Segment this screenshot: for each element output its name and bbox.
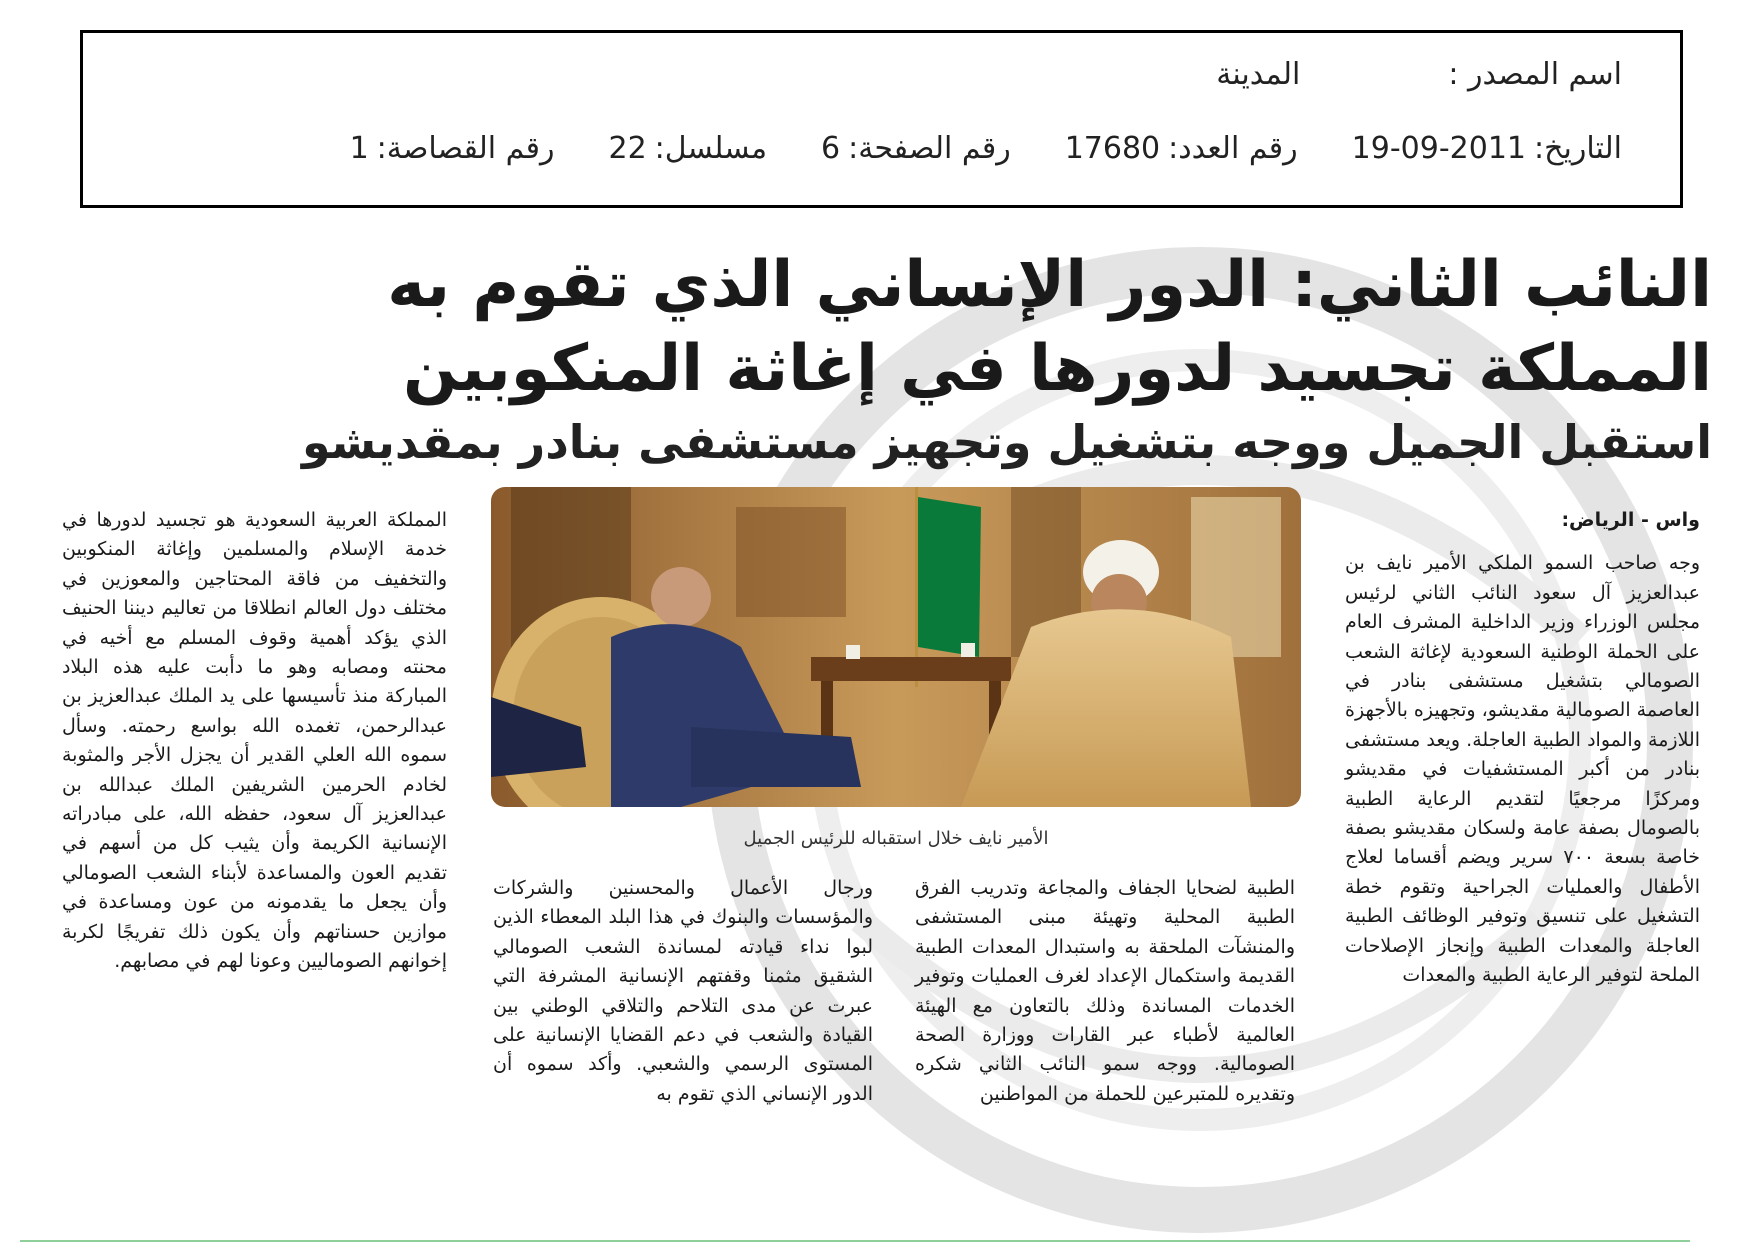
article-column-2 [915, 874, 1295, 1109]
article-column-4-text: المملكة العربية السعودية هو تجسيد لدورها في خدمة الإسلام والمسلمين وإغاثة المنكوبين والتخفيف من فاقة المحتاجين والمعوزين في مختلف دول العالم انطلاقا من تعاليم ديننا الحنيف الذي يؤكد أهمية وقوف المسلم مع أخيه في محنته ومصابه وهو ما دأبت عليه هذه البلاد المباركة منذ تأسيسها على يد الملك عبدالعزيز بن عبدالرحمن، تغمده الله بواسع رحمته. وسأل سموه الله العلي القدير أن يجزل الأجر والمثوبة لخادم الحرمين الشريفين الملك عبدالله بن عبدالعزيز آل سعود، حفظه الله، على مبادراته الإنسانية الكريمة وأن يثيب كل من أسهم في تقديم العون والمساعدة لأبناء الشعب الصومالي وأن يجعل ما يقدمونه من عون ومساعدة في موازين حسناتهم وأن يكون ذلك تفريجًا لكربة إخوانهم الصوماليين وعونا لهم في مصابهم. [62, 509, 447, 973]
bottom-divider [20, 1240, 1690, 1242]
details-row [350, 131, 1622, 166]
source-row [1216, 57, 1622, 92]
source-value: المدينة [1216, 57, 1301, 92]
article-column-1-text: وجه صاحب السمو الملكي الأمير نايف بن عبدالعزيز آل سعود النائب الثاني لرئيس مجلس الوزراء وزير الداخلية المشرف العام على الحملة الوطنية السعودية لإغاثة الشعب الصومالي بتشغيل مستشفى بنادر في العاصمة الصومالية مقديشو، وتجهيزه بالأجهزة اللازمة والمواد الطبية العاجلة. ويعد مستشفى بنادر من أكبر المستشفيات في مقديشو ومركزًا مرجعيًا لتقديم الرعاية الطبية بالصومال بصفة عامة ولسكان مقديشو بصفة خاصة بسعة ٧٠٠ سرير ويضم أقساما لعلاج الأطفال والعمليات الجراحية وتقوم خطة التشغيل على تنسيق وتوفير الوظائف الطبية العاجلة والمعدات الطبية وإنجاز الإصلاحات الملحة لتوفير الرعاية الطبية والمعدات [1345, 552, 1700, 987]
source-label: اسم المصدر : [1448, 57, 1622, 92]
source-field [1440, 57, 1622, 92]
article-column-3-text: ورجال الأعمال والمحسنين والشركات والمؤسسات والبنوك في هذا البلد المعطاء الذين لبوا نداء قيادته لمساندة الشعب الصومالي الشقيق مثمنا وقفتهم الإنسانية المشرفة التي عبرت عن مدى التلاحم والتلاقي الوطني بين القيادة والشعب في دعم القضايا الإنسانية على المستوى الرسمي والشعبي. وأكد سموه أن الدور الإنساني الذي تقوم به [493, 877, 873, 1105]
issue-value: 17680 [1064, 131, 1161, 166]
article-column-4 [62, 506, 447, 977]
article-column-1 [1345, 506, 1700, 991]
photo-caption: الأمير نايف خلال استقباله للرئيس الجميل [743, 828, 1049, 849]
headline-line-2: المملكة تجسيد لدورها في إغاثة المنكوبين [402, 332, 1712, 406]
clipping-label: رقم القصاصة: [376, 131, 555, 166]
issue-label: رقم العدد: [1168, 131, 1298, 166]
serial-value: 22 [608, 131, 647, 166]
clipping-field [350, 131, 555, 166]
article-dateline: واس - الرياض: [1561, 509, 1700, 531]
page-value: 6 [821, 131, 841, 166]
article-column-3 [493, 874, 873, 1109]
clipping-metadata-box [80, 30, 1683, 208]
page-label: رقم الصفحة: [848, 131, 1011, 166]
serial-label: مسلسل: [654, 131, 768, 166]
page-field [821, 131, 1011, 166]
date-label: التاريخ: [1534, 131, 1622, 166]
clipping-value: 1 [349, 131, 369, 166]
serial-field [608, 131, 767, 166]
news-photo [491, 487, 1301, 807]
issue-field [1065, 131, 1298, 166]
subheadline: استقبل الجميل ووجه بتشغيل وتجهيز مستشفى بنادر بمقديشو [301, 415, 1712, 469]
date-value: 2011-09-19 [1351, 131, 1527, 166]
photo-illustration [491, 487, 1301, 807]
date-field [1352, 131, 1622, 166]
headline-line-1: النائب الثاني: الدور الإنساني الذي تقوم به [387, 248, 1712, 322]
article-column-2-text: الطبية لضحايا الجفاف والمجاعة وتدريب الفرق الطبية المحلية وتهيئة مبنى المستشفى والمنشآت الملحقة به واستبدال المعدات الطبية القديمة واستكمال الإعداد لغرف العمليات وتوفير الخدمات المساندة وذلك بالتعاون مع الهيئة العالمية لأطباء عبر القارات ووزارة الصحة الصومالية. ووجه سمو النائب الثاني شكره وتقديره للمتبرعين للحملة من المواطنين [915, 877, 1295, 1105]
